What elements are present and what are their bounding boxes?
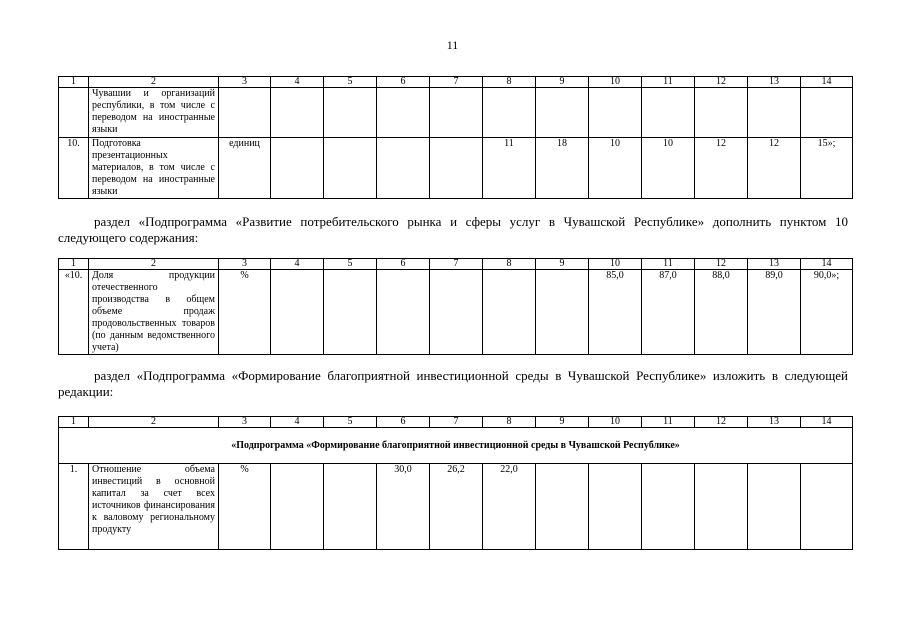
value-cell bbox=[430, 270, 483, 355]
value-cell bbox=[377, 270, 430, 355]
row-number bbox=[59, 88, 89, 138]
col-header: 3 bbox=[219, 77, 271, 88]
col-header: 14 bbox=[801, 417, 853, 428]
row-number: 1. bbox=[59, 464, 89, 550]
value-cell: 90,0»; bbox=[801, 270, 853, 355]
value-cell bbox=[536, 270, 589, 355]
col-header: 4 bbox=[271, 77, 324, 88]
value-cell bbox=[271, 270, 324, 355]
col-header: 10 bbox=[589, 259, 642, 270]
value-cell bbox=[430, 88, 483, 138]
col-header: 13 bbox=[748, 417, 801, 428]
col-header: 1 bbox=[59, 259, 89, 270]
value-cell: 26,2 bbox=[430, 464, 483, 550]
col-header: 5 bbox=[324, 77, 377, 88]
col-header: 2 bbox=[89, 77, 219, 88]
value-cell: 87,0 bbox=[642, 270, 695, 355]
subprogram-title: «Подпрограмма «Формирование благоприятной инвестиционной среды в Чувашской Республике» bbox=[59, 428, 853, 464]
indicators-table-2 bbox=[58, 258, 853, 355]
value-cell bbox=[536, 88, 589, 138]
paragraph-2 bbox=[58, 368, 848, 400]
col-header: 5 bbox=[324, 259, 377, 270]
col-header: 4 bbox=[271, 417, 324, 428]
col-header: 3 bbox=[219, 259, 271, 270]
col-header: 2 bbox=[89, 259, 219, 270]
value-cell: 85,0 bbox=[589, 270, 642, 355]
value-cell: 15»; bbox=[801, 138, 853, 199]
value-cell bbox=[271, 138, 324, 199]
col-header: 13 bbox=[748, 77, 801, 88]
value-cell bbox=[483, 270, 536, 355]
indicators-table-3 bbox=[58, 416, 853, 550]
value-cell: 22,0 bbox=[483, 464, 536, 550]
value-cell bbox=[483, 88, 536, 138]
col-header: 7 bbox=[430, 259, 483, 270]
col-header: 4 bbox=[271, 259, 324, 270]
paragraph-1-text: раздел «Подпрограмма «Развитие потребительского рынка и сферы услуг в Чувашской Республике» дополнить пунктом 10 следующего содержания: bbox=[58, 214, 848, 245]
col-header: 8 bbox=[483, 417, 536, 428]
value-cell bbox=[377, 138, 430, 199]
col-header: 6 bbox=[377, 259, 430, 270]
paragraph-1 bbox=[58, 214, 848, 246]
value-cell bbox=[748, 88, 801, 138]
col-header: 11 bbox=[642, 77, 695, 88]
table-row bbox=[59, 464, 853, 550]
table-row bbox=[59, 88, 853, 138]
value-cell: 88,0 bbox=[695, 270, 748, 355]
unit-cell: % bbox=[219, 270, 271, 355]
col-header: 12 bbox=[695, 77, 748, 88]
value-cell bbox=[324, 270, 377, 355]
unit-cell: % bbox=[219, 464, 271, 550]
value-cell bbox=[430, 138, 483, 199]
value-cell bbox=[801, 88, 853, 138]
column-number-row bbox=[59, 417, 853, 428]
col-header: 8 bbox=[483, 259, 536, 270]
indicator-name: Отношение объема инвестиций в основной капитал за счет всех источников финансирования к валовому региональному продукту bbox=[89, 464, 219, 550]
col-header: 13 bbox=[748, 259, 801, 270]
col-header: 8 bbox=[483, 77, 536, 88]
value-cell bbox=[695, 88, 748, 138]
value-cell: 10 bbox=[642, 138, 695, 199]
row-number: 10. bbox=[59, 138, 89, 199]
col-header: 9 bbox=[536, 259, 589, 270]
value-cell bbox=[801, 464, 853, 550]
value-cell bbox=[324, 138, 377, 199]
col-header: 5 bbox=[324, 417, 377, 428]
value-cell bbox=[536, 464, 589, 550]
value-cell bbox=[271, 88, 324, 138]
col-header: 11 bbox=[642, 417, 695, 428]
col-header: 14 bbox=[801, 259, 853, 270]
value-cell bbox=[695, 464, 748, 550]
indicators-table-1 bbox=[58, 76, 853, 199]
page-number: 11 bbox=[446, 38, 459, 52]
value-cell: 10 bbox=[589, 138, 642, 199]
value-cell bbox=[377, 88, 430, 138]
col-header: 9 bbox=[536, 77, 589, 88]
value-cell bbox=[589, 88, 642, 138]
unit-cell bbox=[219, 88, 271, 138]
table-row bbox=[59, 138, 853, 199]
row-number: «10. bbox=[59, 270, 89, 355]
value-cell: 12 bbox=[695, 138, 748, 199]
value-cell bbox=[642, 88, 695, 138]
col-header: 2 bbox=[89, 417, 219, 428]
col-header: 9 bbox=[536, 417, 589, 428]
col-header: 1 bbox=[59, 417, 89, 428]
value-cell bbox=[589, 464, 642, 550]
col-header: 10 bbox=[589, 417, 642, 428]
indicator-name: Подготовка презентационных материалов, в том числе с переводом на иностранные языки bbox=[89, 138, 219, 199]
value-cell: 11 bbox=[483, 138, 536, 199]
col-header: 3 bbox=[219, 417, 271, 428]
column-number-row bbox=[59, 77, 853, 88]
value-cell: 30,0 bbox=[377, 464, 430, 550]
col-header: 10 bbox=[589, 77, 642, 88]
paragraph-2-text: раздел «Подпрограмма «Формирование благоприятной инвестиционной среды в Чувашской Республике» изложить в следующей редакции: bbox=[58, 368, 848, 399]
col-header: 12 bbox=[695, 259, 748, 270]
col-header: 14 bbox=[801, 77, 853, 88]
col-header: 12 bbox=[695, 417, 748, 428]
subprogram-title-row bbox=[59, 428, 853, 464]
indicator-name: Доля продукции отечественного производства в общем объеме продаж продовольственных товаров (по данным ведомственного учета) bbox=[89, 270, 219, 355]
col-header: 6 bbox=[377, 417, 430, 428]
column-number-row bbox=[59, 259, 853, 270]
indicator-name: Чувашии и организаций республики, в том числе с переводом на иностранные языки bbox=[89, 88, 219, 138]
value-cell bbox=[642, 464, 695, 550]
col-header: 1 bbox=[59, 77, 89, 88]
col-header: 11 bbox=[642, 259, 695, 270]
value-cell bbox=[324, 88, 377, 138]
col-header: 6 bbox=[377, 77, 430, 88]
value-cell bbox=[271, 464, 324, 550]
value-cell bbox=[324, 464, 377, 550]
value-cell: 89,0 bbox=[748, 270, 801, 355]
value-cell bbox=[748, 464, 801, 550]
unit-cell: единиц bbox=[219, 138, 271, 199]
col-header: 7 bbox=[430, 77, 483, 88]
col-header: 7 bbox=[430, 417, 483, 428]
value-cell: 12 bbox=[748, 138, 801, 199]
table-row bbox=[59, 270, 853, 355]
value-cell: 18 bbox=[536, 138, 589, 199]
